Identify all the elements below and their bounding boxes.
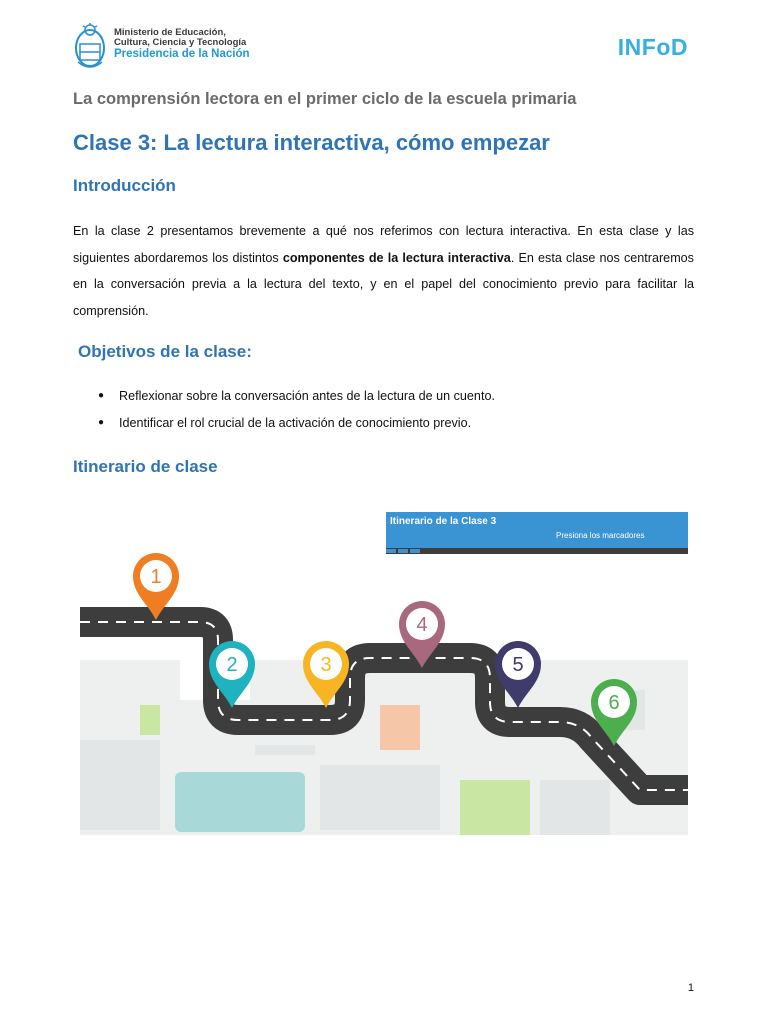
objectives-heading: Objetivos de la clase:: [78, 342, 252, 361]
infod-logo: INFoD: [617, 34, 688, 60]
marker-label: 4: [416, 614, 428, 636]
intro-paragraph: En la clase 2 presentamos brevemente a qué nos referimos con lectura interactiva. En esta clase y las siguientes abordaremos los distintos componentes de la lectura interactiva. En esta clase nos centraremos en la conversación previa a la lectura del texto, y en el papel del conocimiento previo para facilitar la comprensión.: [73, 224, 694, 318]
ministry-name: Ministerio de Educación, Cultura, Ciencia y Tecnología Presidencia de la Nación: [114, 27, 250, 60]
marker-label: 3: [320, 654, 332, 676]
banner-subtitle: Presiona los marcadores: [556, 531, 645, 540]
marker-label: 2: [226, 654, 238, 676]
marker-label: 5: [512, 654, 524, 676]
objective-item: ● Reflexionar sobre la conversación antes de la lectura de un cuento.: [98, 386, 698, 413]
itinerary-banner: [386, 512, 688, 554]
objective-item: ● Identificar el rol crucial de la activación de conocimiento previo.: [98, 413, 698, 440]
page-number: 1: [687, 982, 694, 994]
class-title: Clase 3: La lectura interactiva, cómo empezar: [73, 130, 550, 155]
marker-label: 1: [150, 566, 162, 588]
marker-label: 6: [608, 692, 620, 714]
itinerary-heading: Itinerario de clase: [73, 457, 218, 476]
page-header: [72, 22, 692, 74]
intro-bold-phrase: componentes de la lectura interactiva: [282, 250, 511, 265]
itinerary-map: [80, 510, 688, 835]
objectives-list: [98, 386, 698, 440]
course-title: La comprensión lectora en el primer ciclo de la escuela primaria: [73, 90, 577, 108]
banner-title: Itinerario de la Clase 3: [390, 516, 497, 527]
intro-heading: Introducción: [73, 176, 176, 195]
argentina-seal-icon: [72, 22, 108, 72]
